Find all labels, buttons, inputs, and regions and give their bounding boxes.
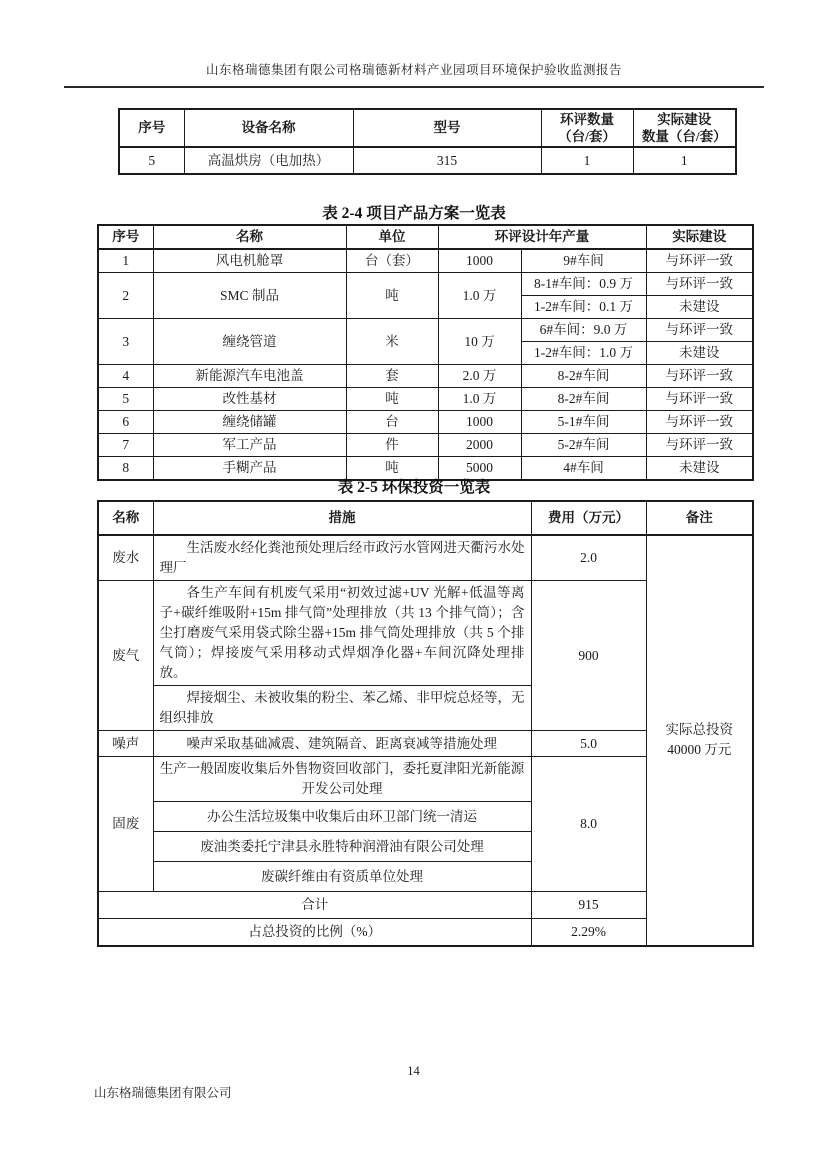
cell: 与环评一致 (646, 319, 753, 342)
header-cell: 单位 (346, 225, 438, 249)
footer-company: 山东格瑞德集团有限公司 (94, 1086, 232, 1100)
cell: 未建设 (646, 296, 753, 319)
cell-category: 废气 (98, 581, 153, 731)
cell: 与环评一致 (646, 411, 753, 434)
cell-remark: 实际总投资 40000 万元 (646, 535, 753, 946)
table-row (98, 273, 753, 296)
cell: 6#车间：9.0 万 (521, 319, 646, 342)
header-cell: 实际建设 (646, 225, 753, 249)
cell: 1000 (438, 249, 521, 273)
cell: 8-2#车间 (521, 365, 646, 388)
table-row (98, 388, 753, 411)
cell: 8 (98, 457, 153, 481)
cell-measure: 废碳纤维由有资质单位处理 (153, 862, 531, 892)
cell: 1-2#车间：0.1 万 (521, 296, 646, 319)
cell: 缠绕管道 (153, 319, 346, 365)
cell: SMC 制品 (153, 273, 346, 319)
investment-table (97, 500, 754, 947)
cell-index: 5 (119, 147, 184, 174)
header-cell: 费用（万元） (531, 501, 646, 535)
cell-ratio-label: 占总投资的比例（%） (98, 919, 531, 946)
header-cell: 名称 (153, 225, 346, 249)
cell: 吨 (346, 457, 438, 481)
cell: 台 (346, 411, 438, 434)
table-row (98, 249, 753, 273)
cell-eia-qty: 1 (541, 147, 633, 174)
cell: 3 (98, 319, 153, 365)
cell: 6 (98, 411, 153, 434)
cell: 吨 (346, 273, 438, 319)
header-line: 数量（台/套） (641, 129, 727, 144)
cell: 台（套） (346, 249, 438, 273)
cell-model: 315 (353, 147, 541, 174)
cell: 与环评一致 (646, 249, 753, 273)
cell-ratio-value: 2.29% (531, 919, 646, 946)
header-cell: 备注 (646, 501, 753, 535)
cell: 8-2#车间 (521, 388, 646, 411)
cell-measure: 生活废水经化粪池预处理后经市政污水管网进天衢污水处理厂 (153, 535, 531, 581)
cell-measure: 焊接烟尘、未被收集的粉尘、苯乙烯、非甲烷总烃等，无组织排放 (153, 686, 531, 731)
header-rule-divider (64, 86, 764, 88)
cell: 7 (98, 434, 153, 457)
cell-measure: 各生产车间有机废气采用“初效过滤+UV 光解+低温等离子+碳纤维吸附+15m 排气筒”处理排放（共 13 个排气筒）；含尘打磨废气采用袋式除尘器+15m 排气筒处理排放（共 5 个排气筒）；焊接废气采用移动式焊烟净化器+车间沉降处理排放。 (153, 581, 531, 686)
cell: 2 (98, 273, 153, 319)
cell: 5 (98, 388, 153, 411)
cell: 10 万 (438, 319, 521, 365)
cell: 2.0 万 (438, 365, 521, 388)
cell: 1000 (438, 411, 521, 434)
cell-cost: 900 (531, 581, 646, 731)
cell: 件 (346, 434, 438, 457)
cell: 2000 (438, 434, 521, 457)
cell: 风电机舱罩 (153, 249, 346, 273)
table-row-wastewater (98, 535, 753, 581)
table-header-row (119, 109, 736, 147)
header-cell: 序号 (119, 109, 184, 147)
header-cell: 环评设计年产量 (438, 225, 646, 249)
cell-category: 废水 (98, 535, 153, 581)
cell: 套 (346, 365, 438, 388)
page-number: 14 (407, 1064, 420, 1078)
table-header-row (98, 501, 753, 535)
header-cell: 名称 (98, 501, 153, 535)
cell-actual-qty: 1 (633, 147, 736, 174)
table-header-row (98, 225, 753, 249)
cell: 与环评一致 (646, 273, 753, 296)
cell: 1 (98, 249, 153, 273)
header-cell: 序号 (98, 225, 153, 249)
header-line: 实际建设 (657, 112, 712, 127)
cell: 米 (346, 319, 438, 365)
header-line: （台/套） (558, 129, 616, 144)
header-cell: 措施 (153, 501, 531, 535)
cell-cost: 2.0 (531, 535, 646, 581)
cell-cost: 8.0 (531, 757, 646, 892)
cell-measure: 办公生活垃圾集中收集后由环卫部门统一清运 (153, 802, 531, 832)
cell: 改性基材 (153, 388, 346, 411)
cell: 新能源汽车电池盖 (153, 365, 346, 388)
cell: 1.0 万 (438, 388, 521, 411)
cell: 与环评一致 (646, 388, 753, 411)
investment-table-title: 表 2-5 环保投资一览表 (337, 479, 491, 496)
cell: 1-2#车间：1.0 万 (521, 342, 646, 365)
document-header-title: 山东格瑞德集团有限公司格瑞德新材料产业园项目环境保护验收监测报告 (205, 63, 622, 77)
header-line: 环评数量 (560, 112, 614, 127)
cell: 缠绕储罐 (153, 411, 346, 434)
cell: 5-2#车间 (521, 434, 646, 457)
cell: 4#车间 (521, 457, 646, 481)
products-table-title: 表 2-4 项目产品方案一览表 (322, 205, 506, 222)
cell: 5000 (438, 457, 521, 481)
cell: 5-1#车间 (521, 411, 646, 434)
equipment-table (118, 108, 737, 175)
table-row (119, 147, 736, 174)
header-cell (541, 109, 633, 147)
table-row (98, 319, 753, 342)
header-cell: 型号 (353, 109, 541, 147)
table-row (98, 434, 753, 457)
cell-measure: 噪声采取基础减震、建筑隔音、距离衰减等措施处理 (153, 731, 531, 757)
cell-total-label: 合计 (98, 892, 531, 919)
cell: 与环评一致 (646, 434, 753, 457)
cell-category: 噪声 (98, 731, 153, 757)
cell-cost: 5.0 (531, 731, 646, 757)
cell: 未建设 (646, 457, 753, 481)
header-cell (633, 109, 736, 147)
table-row (98, 365, 753, 388)
cell: 与环评一致 (646, 365, 753, 388)
cell: 9#车间 (521, 249, 646, 273)
table-row (98, 411, 753, 434)
cell: 8-1#车间：0.9 万 (521, 273, 646, 296)
cell-measure: 生产一般固废收集后外售物资回收部门，委托夏津阳光新能源开发公司处理 (153, 757, 531, 802)
header-cell: 设备名称 (184, 109, 353, 147)
cell: 手糊产品 (153, 457, 346, 481)
cell: 4 (98, 365, 153, 388)
cell-category: 固废 (98, 757, 153, 892)
cell-measure: 废油类委托宁津县永胜特种润滑油有限公司处理 (153, 832, 531, 862)
cell: 吨 (346, 388, 438, 411)
cell: 1.0 万 (438, 273, 521, 319)
cell: 未建设 (646, 342, 753, 365)
cell-equipment-name: 高温烘房（电加热） (184, 147, 353, 174)
products-table (97, 224, 754, 481)
cell: 军工产品 (153, 434, 346, 457)
cell-total-cost: 915 (531, 892, 646, 919)
